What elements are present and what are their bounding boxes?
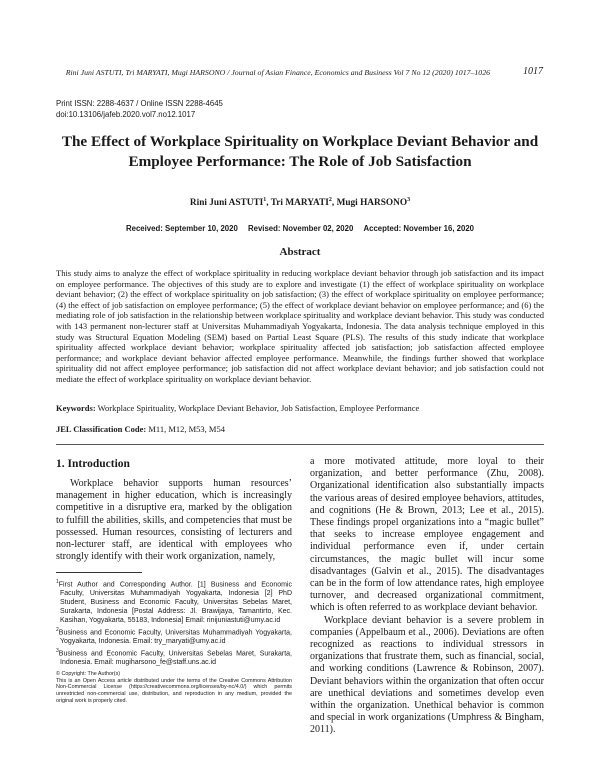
author-separator: , <box>331 198 337 209</box>
author-3-mark: 3 <box>407 197 411 203</box>
accepted-date: Accepted: November 16, 2020 <box>363 224 474 233</box>
intro-paragraph: Workplace deviant behavior is a severe problem in companies (Appelbaum et al., 2006). Deviations are often recognized as reactions to individual stressors in organizations that frustrate them, such as financial, social, and working conditions (Lawrence & Robinson, 2007). Deviant behaviors within the organization that often occur are unethical deviations and sometimes develop even within the organization. Unethical behavior is common and special in work organizations (Umphress & Bingham, 2011). <box>310 614 544 736</box>
footnote-mark: 1 <box>56 579 59 585</box>
abstract-heading: Abstract <box>279 246 321 258</box>
author-1-mark: 1 <box>263 197 267 203</box>
dates-line <box>0 224 600 233</box>
footnote-mark: 2 <box>56 626 59 633</box>
footnote-mark: 3 <box>56 648 59 654</box>
abstract-text: This study aims to analyze the effect of workplace spirituality in reducing workplace deviant behavior through job satisfaction and its impact on employee performance. The objectives of this study are to explore and investigate (1) the effect of workplace spirituality on workplace deviant behavior; (2) the effect of workplace spirituality on job satisfaction; (3) the effect of workplace spirituality on employee performance; (4) the effect of job satisfaction on employee performance; (5) the effect of workplace deviant behavior on employee performance; and (6) the mediating role of job satisfaction in the relationship between workplace spirituality and workplace deviant behavior. This study was conducted with 143 permanent non-lecturer staff at Universitas Muhammadiyah Yogyakarta, Indonesia. The data analysis technique employed in this study was Structural Equation Modeling (SEM) based on Partial Least Square (PLS). The results of this study indicate that workplace spirituality affected workplace deviant behavior; workplace spirituality affected job satisfaction; job satisfaction affected employee performance; and workplace deviant behavior affected employee performance. Meanwhile, the findings further showed that workplace spirituality did not affect employee performance; job satisfaction did not affect workplace deviant behavior; and job satisfaction could not mediate the effect of workplace spirituality on workplace deviant behavior. <box>56 268 544 384</box>
intro-right-column <box>310 456 544 737</box>
author-list <box>0 197 600 208</box>
issn-block <box>56 98 223 120</box>
license-text: This is an Open Access article distributed under the terms of the Creative Commons Attribution Non-Commercial License (https://creativecommons.org/licenses/by-nc/4.0/) which permits unrestricted non-commercial use, distribution, and reproduction in any medium, provided the original work is properly cited. <box>56 677 292 704</box>
received-date: Received: September 10, 2020 <box>125 224 238 233</box>
page-number: 1017 <box>523 66 543 77</box>
jel-label: JEL Classification Code: <box>56 424 147 434</box>
intro-paragraph: a more motivated attitude, more loyal to their organization, and better performance (Zhu, 2008). Organizational identification also substantially impacts the various areas of desired employee behaviors, attitudes, and cognitions (He & Brown, 2013; Lee et al., 2015). These findings propel organizations into a “magic bullet” that seeks to increase employee engagement and individual performance even if, under certain circumstances, the magic bullet will incur some disadvantages (Galvin et al., 2015). The disadvantages can be in the form of low attendance rates, high employee turnover, and decreased organizational commitment, which is often referred to as workplace deviant behavior. <box>310 456 544 614</box>
revised-date: Revised: November 02, 2020 <box>247 224 354 233</box>
running-head: Rini Juni ASTUTI, Tri MARYATI, Mugi HARSONO / Journal of Asian Finance, Economics and Business Vol 7 No 12 (2020) 1017–1026 <box>65 68 490 77</box>
title-line-1: The Effect of Workplace Spirituality on Workplace Deviant Behavior and <box>61 133 539 150</box>
author-1: Rini Juni ASTUTI <box>189 198 264 209</box>
copyright-line: © Copyright: The Author(s) <box>56 671 121 677</box>
intro-paragraph: Workplace behavior supports human resources’ management in higher education, which is increasingly competitive in a disruptive era, marked by the obligation to fulfill the abilities, skills, and competencies that must be possessed. Human resources, consisting of lecturers and non-lecturer staff, are identical with employees who strongly identify with their work organization, namely, <box>56 478 292 563</box>
footnote-text: First Author and Corresponding Author. [1] Business and Economic Faculty, Universitas Muhammadiyah Yogyakarta, Indonesia [2] PhD Student, Business and Economic Faculty, Universitas Sebelas Maret, Surakarta, Indonesia [Postal Address: Jl. Brawijaya, Tamantirto, Kec. Kasihan, Yogyakarta, 55183, Indonesia] Email: rinijuniastuti@umy.ac.id <box>58 581 292 624</box>
keywords-label: Keywords: <box>56 403 96 413</box>
issn-line: Print ISSN: 2288-4637 / Online ISSN 2288-4645 <box>56 99 223 108</box>
author-3: Mugi HARSONO <box>336 198 408 209</box>
divider <box>56 444 544 445</box>
footnote-divider <box>56 572 142 573</box>
jel-codes: M11, M12, M53, M54 <box>148 424 225 434</box>
footnote-3 <box>56 647 292 668</box>
paper-title <box>40 132 560 172</box>
author-2: Tri MARYATI <box>270 198 329 209</box>
footnote-2 <box>56 626 292 647</box>
footnote-1 <box>56 578 292 626</box>
keywords-text: Workplace Spirituality, Workplace Deviant Behavior, Job Satisfaction, Employee Performance <box>97 403 420 413</box>
author-separator: , <box>266 198 271 209</box>
keywords-line <box>56 403 419 413</box>
footnote-text: Business and Economic Faculty, Universitas Muhammadiyah Yogyakarta, Yogyakarta, Indonesia. Email: try_maryati@umy.ac.id <box>58 629 292 646</box>
intro-left-column <box>56 478 292 563</box>
section-heading: 1. Introduction <box>56 458 130 470</box>
footnote-text: Business and Economic Faculty, Universitas Sebelas Maret, Surakarta, Indonesia. Email: mugiharsono_fe@staff.uns.ac.id <box>58 650 292 667</box>
footnotes <box>56 578 292 668</box>
author-2-mark: 2 <box>328 197 332 203</box>
jel-line <box>56 424 225 434</box>
title-line-2: Employee Performance: The Role of Job Satisfaction <box>128 153 472 170</box>
copyright-notice <box>56 671 292 705</box>
doi-line: doi:10.13106/jafeb.2020.vol7.no12.1017 <box>56 110 196 119</box>
